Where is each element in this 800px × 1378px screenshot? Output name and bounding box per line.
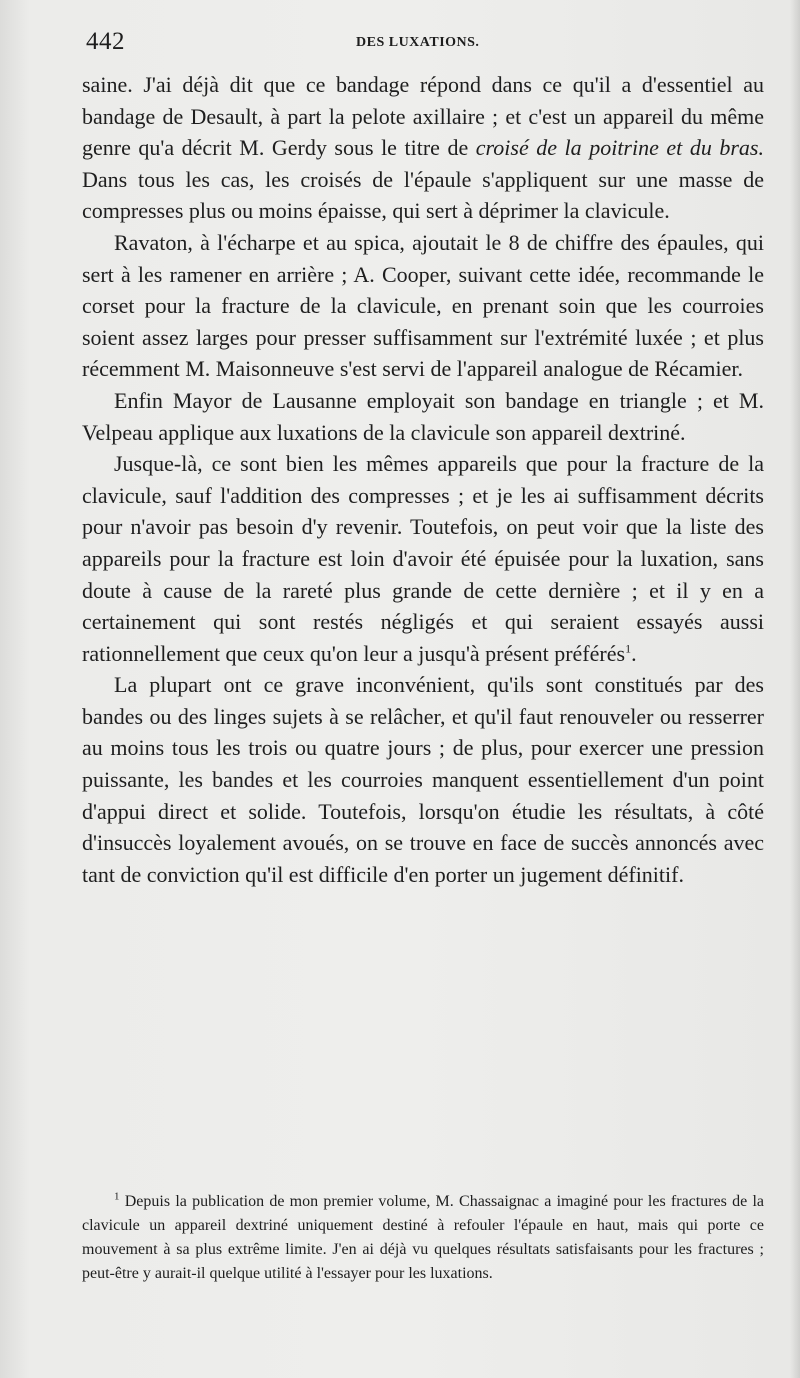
footnote-marker: 1 <box>114 1190 120 1203</box>
paragraph-3: Enfin Mayor de Lausanne employait son bandage en triangle ; et M. Velpeau applique aux luxations de la clavicule son appareil dextriné. <box>82 387 764 445</box>
paragraph-1 <box>82 69 764 227</box>
running-head <box>86 28 738 58</box>
paragraph-1-text-after: Dans tous les cas, les croisés de l'épaule s'appliquent sur une masse de compresses plus ou moins épaisse, qui sert à déprimer la clavicule. <box>82 166 764 224</box>
footnote-reference[interactable]: 1 <box>625 641 632 656</box>
paragraph-2: Ravaton, à l'écharpe et au spica, ajoutait le 8 de chiffre des épaules, qui sert à les ramener en arrière ; A. Cooper, suivant cette idée, recommande le corset pour la fracture de la clavicule, en prenant soin que les courroies soient assez larges pour presser suffisamment sur l'extrémité luxée ; et plus récemment M. Maisonneuve s'est servi de l'appareil analogue de Récamier. <box>82 229 764 382</box>
body-text <box>82 69 764 890</box>
paragraph-4-text-after-ref: . <box>631 640 637 666</box>
paragraph-4 <box>82 448 764 669</box>
paragraph-1-text-before: saine. J'ai déjà dit que ce bandage répond dans ce qu'il a d'essentiel au bandage de Desault, à part la pelote axillaire ; et c'est un appareil du même genre qu'a décrit M. Gerdy sous le titre de <box>82 72 764 161</box>
page-number: 442 <box>86 28 125 55</box>
footnote-text: Depuis la publication de mon premier volume, M. Chassaignac a imaginé pour les fractures de la clavicule un appareil dextriné uniquement destiné à refouler l'épaule en haut, mais qui porte ce mouvement à sa plus extrême limite. J'en ai déjà vu quelques résultats satisfaisants pour les fractures ; peut-être y aurait-il quelque utilité à l'essayer pour les luxations. <box>82 1193 765 1282</box>
paragraph-1-italic-title: croisé de la poitrine et du bras. <box>475 135 764 161</box>
paragraph-4-text: Jusque-là, ce sont bien les mêmes appareils que pour la fracture de la clavicule, sauf l'addition des compresses ; et je les ai suffisamment décrits pour n'avoir pas besoin d'y revenir. Toutefois, on peut voir que la liste des appareils pour la fracture est loin d'avoir été épuisée pour la luxation, sans doute à cause de la rareté plus grande de cette dernière ; et il y en a certainement qui sont restés négligés et qui seraient essayés aussi rationnellement que ceux qu'on leur a jusqu'à présent préférés <box>82 451 764 666</box>
paragraph-5: La plupart ont ce grave inconvénient, qu'ils sont constitués par des bandes ou des linges sujets à se relâcher, et qu'il faut renouveler ou resserrer au moins tous les trois ou quatre jours ; de plus, pour exercer une pression puissante, les bandes et les courroies manquent essentiellement d'un point d'appui direct et solide. Toutefois, lorsqu'on étudie les résultats, à côté d'insuccès loyalement avoués, on se trouve en face de succès annoncés avec tant de conviction qu'il est difficile d'en porter un jugement définitif. <box>82 672 764 887</box>
running-title: DES LUXATIONS. <box>356 35 480 50</box>
footnote <box>82 1190 764 1286</box>
